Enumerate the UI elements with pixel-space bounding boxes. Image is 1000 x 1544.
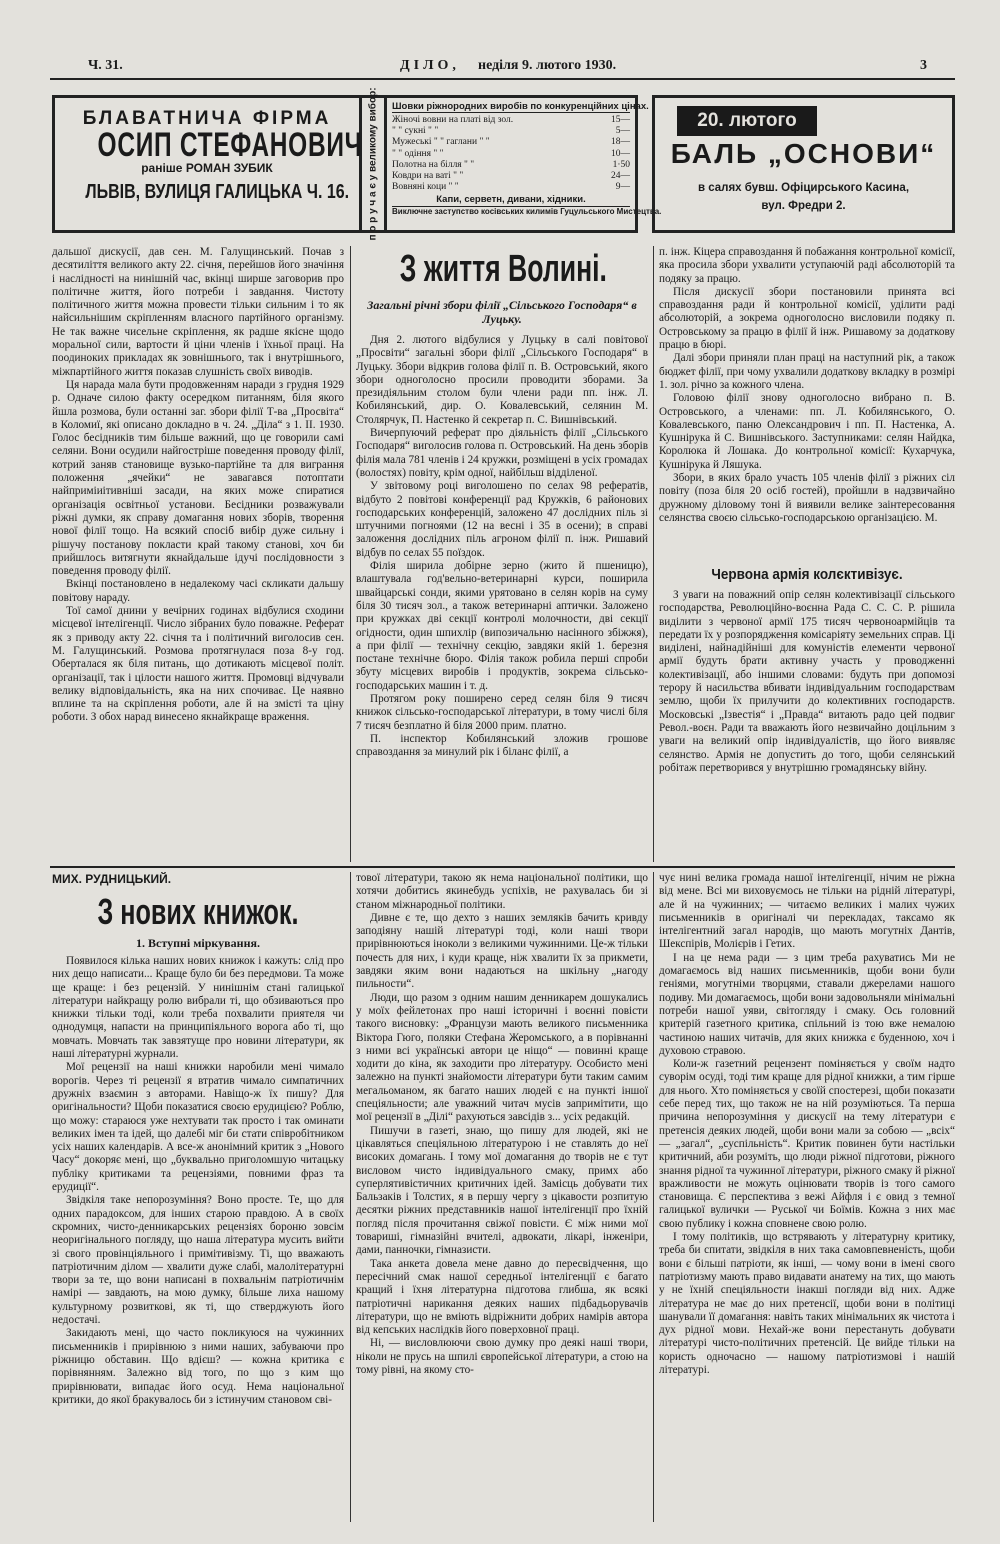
volyn-heading: З життя Волині. <box>399 248 607 290</box>
ad-prices-footer1: Капи, серветн, дивани, хідники. <box>436 194 586 206</box>
article-paragraph: І тому політиків, що встрявають у літературну критику, треба би спитати, звідкіля в них така самовпевненість, щоби вони є більші патріоти, як інші, — чому вони в імені свого патріотизму мають право видавати анатему на тих, що мають у не їхній спеціяльности інакші погляди від них. Адже література не має до них претенсії, щоби вони в політиці шанували її домагання: навіть таких мінімальних як чистота і дух рідної мови. Нехай-же вони перестануть добувати літературі чисто-політичних претенсій. Це вийде тільки на користь одночасно — нашому патріотизмові і нашій літературі. <box>659 1231 955 1376</box>
issue-date: неділя 9. лютого 1930. <box>478 58 617 73</box>
col1-paragraph: Ця нарада мала бути продовженням наради з грудня 1929 р. Одначе силою факту осередком питанням, біля якого йшла розмова, були останні заг. збори філії Т-ва „Просвіта“ в Коломиї, які описано докладно в ч. 24. „Діла“ з 1. ІІ. 1930. Голос бесідників тим більше важний, що це говорили самі селяни. Вони осудили найгостріше поведення проводу філії, котрий заняв становище вузько-партійне та для виграння положення „ячейки“ не завагався потоптати найприміиітивніші засади, на яких може спиратися організація освітньої установи. Бесідники розважували ріжні думки, як справу домагання нових зборів, творення нової філії тощо. На всякий спосіб вибір дуже сильну і рішучу постанову покласти край такому станові, хоч би прийшлось витягнути якнайдальше ідучі послідовности з поведення проводу філії. <box>52 378 344 578</box>
ad-prices-footer2: Виключне заступство косівських килимів Гуцульського Мистецтва. <box>392 207 662 217</box>
price-row <box>392 126 630 137</box>
price-row <box>392 137 630 148</box>
ad-ball-title: БАЛЬ „ОСНОВИ“ <box>670 138 937 169</box>
article-author: МИХ. РУДНИЦЬКИЙ. <box>52 872 172 886</box>
ad-firm-formerly: раніше РОМАН ЗУБИК <box>141 161 273 175</box>
price-name: Ковдри на ваті " " <box>392 171 464 182</box>
col1-paragraph: дальшої дискусії, дав сен. М. Галущинський. Почав з десятиліття великого акту 22. січня, перейшов його значіння і наслідності на нинішній час, вкінці ширше заговорив про політичне життя, його потреби і завдання. Чистоту політичного життя можна провести тільки сильним і то як найсильнішим скріпленням власного партійного організму. Не так важне чисельне скріплення, як радше якісне щодо моральної сили, вартости й ціни членів і їхньої праці. На поодиноких прикладах як зовнішнього, так і внутрішнього, міжпартійного життя показав слушність своїх виводів. <box>52 246 344 378</box>
article-paragraph: Мої рецензії на наші книжки наробили мені чимало ворогів. Через ті рецензії я втратив чимало симпатичних дружніх взаємин з авторами. Навіщо-ж їх пишу? Для оригінальности? Щоби показатися своєю ерудицією? Роблю, що можу: стараюся уже нехтувати так просто і так оминати великих імен та ідей, що далебі міг би стати співробітником усіх наших календарів. А все-ж анонімний критик з „Нового Часу“ докоряє мені, що „буквально приголомшую читацьку публіку критиками та рецензіями, повними фраз та ерудиції“. <box>52 1061 344 1194</box>
ad-ball-line2: вул. Фредри 2. <box>761 200 846 212</box>
ad-ball-date: 20. лютого <box>677 106 817 136</box>
col3-paragraph: Далі збори приняли план праці на наступний рік, а також бюджет філії, при чому ухвалили додаткову вкладку в розмірі 1. зол. річно за кожного члена. <box>659 352 955 391</box>
col1-text <box>52 246 344 862</box>
price-name: " " сукні " " <box>392 126 439 137</box>
column-divider <box>653 246 654 862</box>
price-value: 9— <box>615 182 630 193</box>
col2-paragraph: Філія ширила добірне зерно (жито й пшеницю), влаштувала год'вельно-ветеринарні курси, поширила швайцарські сонди, якими урятовано в селян корів на суму біля 30 тисяч зол., а також ветеринарні аптички. Заложено при кружках дві секції контролі молочности, дві секції огідности, один шпихлір (випозичальню насінного збіжжя), а при філії — технічну секцію, завдяки якій 1. березня постане технічне бюро. Філія також робила перші спроби збуту місцевих виробів і продуктів, зокрема сільсько-господарських машин і т. д. <box>356 560 648 692</box>
article-paragraph: Дивне є те, що дехто з наших землякiв бачить кривду заподіяну нашій літературі тоді, коли наші твори прирівнюються іноколи з великими чужинними. Це-ж тільки почесть для них, і куди краще, ніж хвалити їх за прикмети, завдяки яким вони надаються на шкільну „нагоду пильности“. <box>356 911 648 991</box>
col2-paragraph: Дня 2. лютого відбулися у Луцьку в салі повітової „Просвіти“ загальні збори філії „Сільського Господаря“ в Луцьку. Збори відкрив голова філії п. В. Островський, якого збори одноголосно просили проводити зборами. За президіяльним столом були члени ради пп. інж. Л. Кобилянський, дир. О. Ковалевський, селянин М. Столярчук, П. Настенко й секретар п. С. Вишнівський. <box>356 334 648 426</box>
price-value: 5— <box>615 126 630 137</box>
col2-paragraph: П. інспектор Кобилянський зложив грошове справоздання за минулий рік і біланс філії, а <box>356 732 648 759</box>
article-title: З нових книжок. <box>97 891 299 932</box>
ad-prices-title: Шовки ріжнородних виробів по конкуренційних цінах. <box>392 101 649 112</box>
price-name: Вовняні коци " " <box>392 182 459 193</box>
col2-paragraph: У звітовому році виголошено по селах 98 рефератів, відбуто 2 повітові конференції рад Кружків, 6 районових господарських конференцій, заложено 47 дослідних піль зі штучними погноями (12 на весні і 35 в осени); в справі заложення дослідних піль агроном філії п. інж. Ришавий відбув по селах 55 поїздок. <box>356 480 648 559</box>
col3-paragraph: п. інж. Кіцера справоздання й побажання контрольної комісії, яка просила збори ухвалити уступаючій раді абсолюторій та подяку за працю. <box>659 246 955 285</box>
article-col2-text <box>356 872 648 1522</box>
article-paragraph: Люди, що разом з одним нашим денникарем дошукались у моїх фейлетонах про наші історичні і воєнні повісти такого висновку: „Французи мають великого письменника Віктора Гюго, поляки Стефана Жеромського, а в порівнанні з ними всі українські автори це ніщо“ — повинні краще ходити до кіна, як заходити про літературу. Особисто мені залежно на пункті знайомости літератури бути таким самим мегальоманом, як багато наших людей є на пункті іншої спеціяльности; але уважний читач мусів запримітити, що мої рецензії в „Ділі“ рахуються завсідів з... усіх редакцій. <box>356 991 648 1124</box>
col1-paragraph: Тої самої днини у вечірних годинах відбулися сходини місцевої інтелігенції. Число зібраних було поважне. Реферат як з приводу акту 22. січня та і політичний виголосив сен. М. Галущинський. Розмова протягнулася поза 8-у год. Оберталася як біля питань, що дотикають місцевої політ. організації, так і цілости нашого життя. Промовці відчували велику відповідальність, яка на них спочиває. Це наявно вплине та на скріплення роботи, але й на змісті та ціну роботи. З обох нарад винесено якнайкраще враження. <box>52 605 344 724</box>
col3-paragraph: З уваги на поважний опір селян колективізації сільського господарства, Революційно-воєнна Рада С. С. С. Р. рішила виділити з червоної армії 175 тисяч червоноармійців та передати їх у розпорядження комісаріяту земельних справ. Ці виділені, найнадійніші для комуністів елементи червоної армії будуть брати активну участь у проводженні колективізації, або іншими словами: будуть при допомозі терору й насильства вбивати індивідуальним господарствам землю, щоби їх прилучити до колективних господарств. Московські „Ізвестія“ і „Правда“ витають радо цей подвиг Револ.-воєн. Ради та вважають його незвичайно доцільним з уваги на великий опір індивідуалістів, що його виявляє селянство. Армія не допустить до того, щоби селянський робітаж перетворився у внутрішню громадянську війну. <box>659 589 955 774</box>
col1-paragraph: Вкінці постановлено в недалекому часі скликати дальшу повітову нараду. <box>52 578 344 604</box>
column-divider <box>653 872 654 1522</box>
col2-paragraph: Протягом року поширено серед селян біля 9 тисяч книжок сільсько-господарської літератури, в тому числі біля 7 тисяч безплатно й біля 2000 прим. платно. <box>356 693 648 732</box>
price-row <box>392 160 630 171</box>
ad-firm-name: ОСИП СТЕФАНОВИЧ <box>97 126 363 164</box>
ad-firm-address: ЛЬВІВ, ВУЛИЦЯ ГАЛИЦЬКА Ч. 16. <box>85 181 350 203</box>
ad-firm-side <box>362 87 384 241</box>
article-paragraph: І на це нема ради — з цим треба рахуватись Ми не домагаємось від наших письменників, щоби вони були геніями, могутніми творцями, ставали джерелами нашого подиву. Ми домагаємось, щоби вони задовольняли мінімальні потреби нашої уяви, світогляду і смаку. Ось головний критерій газетного критика, спільний із тою вже немалою частиною наших читачів, для яких книжка є буденною, хоч і духовою стравою. <box>659 951 955 1057</box>
price-value: 15— <box>611 115 630 125</box>
article-paragraph: Закидають мені, що часто покликуюся на чужинних письменників і прирівнюю з ними наших, забуваючи про ріжницю обставин. Що вдієш? — кожна критика є порівнянням. Залежно від того, по що з ким що прирівнювати, випадає його осуд. Нема національної критики, до якої бракувалось би з істинучим становом сві- <box>52 1327 344 1406</box>
col3-text2 <box>659 589 955 859</box>
price-value: 24— <box>611 171 630 182</box>
column-divider <box>350 246 351 862</box>
price-name: Полотна на білля " " <box>392 159 475 170</box>
price-name: " " одіння " " <box>392 148 444 159</box>
article-paragraph: Звідкіля таке непорозуміння? Воно просте. Те, що для одних парадоксом, для інших старою правдою. А в своїх скромних, чисто-денникарських рецензіях бороню зовсім неоригінального погляду, що наша література мусить вийти зі свого провінціяльного і примітивізму. Ті, що вважають патріотичним ділом — хвалити дуже слабі, малолітературні твори за те, що вони написані в похвальнім патріотичнім намірі — завдають, на мою думку, більше лиха нашому культурному розвиткові, як ті, що стверджують його недостачі. <box>52 1194 344 1327</box>
col2-text <box>356 334 648 862</box>
price-value: 18— <box>611 137 630 148</box>
newspaper-name: ДІЛО, <box>400 58 460 73</box>
col3-paragraph: Збори, в яких брало участь 105 членів філії з ріжних сіл повіту (поза біля 20 осіб гостей), пройшли в надзвичайно дружному діловому тоні й виявили велике заінтересовання селянства своєю сільсько-господарською організацією. М. <box>659 472 955 524</box>
price-row <box>392 115 630 126</box>
col2-section <box>356 246 648 862</box>
ad-ball-line1: в салях бувш. Офіцирського Касина, <box>697 182 910 194</box>
ad-firm-line1: БЛАВАТНИЧА ФІРМА <box>82 108 332 129</box>
article-subtitle: 1. Вступні міркування. <box>136 936 260 950</box>
col3-section <box>659 246 955 862</box>
col3-paragraph: Головою філії знову одноголосно вибрано п. В. Островського, а членами: пп. Л. Кобилянського, О. Ковалевського, паню Олександрович і пп. П. Настенка, А. Кушнірука й С. Вишнівського. Заступниками: селян Найдка, Королюка й Лошака. До контрольної комісії: Кухарчука, Кушнірука й Ляшука. <box>659 392 955 471</box>
page-number: 3 <box>920 58 927 73</box>
price-name: Мужеські " " гаглани " " <box>392 137 490 148</box>
ad-prices-box <box>384 95 662 233</box>
article-col3-text <box>659 872 955 1522</box>
section-rule <box>50 866 955 868</box>
article-paragraph: тової літератури, такою як нема національної політики, що хотячи добитись якинебудь успіхів, не рахувалась би зі станом міжнародньої політики. <box>356 872 648 911</box>
article-paragraph: Коли-ж газетний рецензент поміняється у своїм надто суворім осуді, тоді тим краще для рідної книжки, а тим гірше для нього. Хто поміняється у своїй спостерезі, щоби показати себе перед тих, що також не на ній розуміються. Та перша причина непорозуміння у дискусії на тему літератури є претенсія деяких людей, щоби вони мали за собою — „всіх“ — „загал“, „суспільність“. Критик повинен бути настільки критичний, аби розуміть, що люди ріжної підготови, ріжного знання рідної та чужинної літератури, ріжного смаку й ріжної вражливости не можуть оцінювати творів із того самого становища. Є перспектива з вежі Айфля і є овид з темної галицької вулички — Руської чи Боїмів. Кожна з них має свою публику і кожна сповнене свою ролю. <box>659 1058 955 1230</box>
col3-text <box>659 246 955 558</box>
red-army-heading: Червона армія колєктивізує. <box>711 566 903 583</box>
article-col1 <box>52 872 344 1522</box>
col3-paragraph: Після дискусії збори постановили принята всі справоздання ради й контрольної комісії, уділити раді абсолюторій, а зокрема одноголосно висловили подяку п. Островському за працю в філії й інж. Ришавому за додаткову працю в бюрі. <box>659 285 955 352</box>
price-name: Жіночі вовни на платі від зол. <box>392 115 514 125</box>
article-paragraph: Пишучи в газеті, знаю, що пишу для людей, які не цікавляться спеціяльною літературою і не ставлять до неї високих домагань. І тому мої домагання до творів не є тут висловом чисто індивідуального смаку, примх або суперлятивістичних критичних ідей. Замісць добувати тих Бальзаків і Толстих, я в першу чергу з цікавости розпитую десятки ріжних представників нашої інтелігенції про їхній погляд після прочитання свіжої повісти. Є між ними мої товариші, гімназійні вчителі, адвокати, лікарі, інженіри, дами, панночки, гімназисти. <box>356 1124 648 1257</box>
price-row <box>392 171 630 182</box>
ad-firm-box <box>52 95 362 233</box>
column-divider <box>350 872 351 1522</box>
price-value: 10— <box>611 148 630 159</box>
price-row <box>392 182 630 193</box>
article-paragraph: Ні, — висловлюючи свою думку про деякі наші твори, ніколи не прусь на шпилі європейської літератури, а стою на тому рівні, на якому сто- <box>356 1337 648 1376</box>
page-section-number: Ч. 31. <box>88 58 123 73</box>
article-paragraph: чує нині велика громада нашої інтелігенції, нічим не ріжна від мене. Всі ми виховуємось не тільки на рідній літературі, але й на чужинних; — читаємо великих і малих чужих письменників в оригіналі чи перекладах, таксамо як інтелігентний загал народів, що мають могутніх Дантів, Шекспірів, Молієрів і Гетих. <box>659 872 955 951</box>
article-col1-text <box>52 955 344 1515</box>
header-rule <box>50 78 955 80</box>
volyn-subheading: Загальні річні збори філії „Сільського Господаря“ в Луцьку. <box>367 298 637 326</box>
ad-ball-box <box>652 95 955 233</box>
price-row <box>392 149 630 160</box>
article-paragraph: Така анкета довела мене давно до пересвідчення, що пересічний смак нашої середньої інтелігенції є багато кращий і їхня літературна підготова глибша, як всякі патріотичні нарикання деяких наших підбадьорувачів літератури, що не вміють відріжнити добрих намірів автора від кепських наслідків його поверховної праці. <box>356 1257 648 1337</box>
col2-paragraph: Вичерпуючий реферат про діяльність філії „Сільського Господаря“ виголосив голова п. Островський. На день зборів філія мала 781 членів і 24 кружки, розміщені в усіх громадах (волостях) повіту, крім одної, найбільш відділеної. <box>356 427 648 479</box>
article-paragraph: Появилося кілька наших нових книжок і кажуть: слід про них дещо написати... Краще було би без передмови. Та може ще краще: і без рецензій. У нинішнім стані галицької літератури найкращу ролю вибрали ті, що обзиваються про книжки тільки тоді, коли треба похвалити приятеля чи однодумця, напасти на принципіяльного ворога або ті, що мовчать. Мовчать так завзятуще про новини літератури, як наші літературні журнали. <box>52 955 344 1061</box>
price-value: 1·50 <box>612 159 630 170</box>
ad-firm-side-text: п о р у ч а є у великому вибор: <box>367 87 379 241</box>
